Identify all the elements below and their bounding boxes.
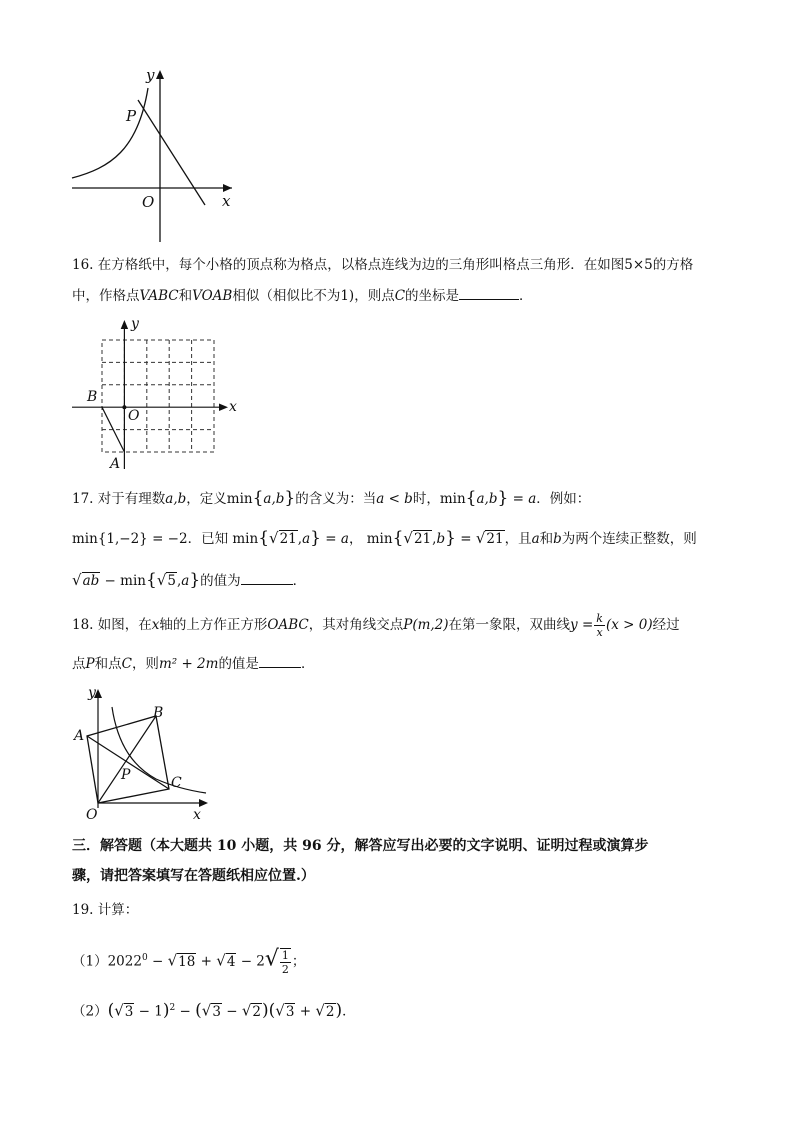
fig18-o-label: O [86,807,98,823]
q17-text-b1: ．已知 [187,531,229,547]
fig18-c-label: C [171,775,182,791]
q18-line1 [72,612,680,639]
q16-answer-blank[interactable] [459,285,519,300]
q16-text-2a: 中，作格点 [72,288,140,304]
q19-part2-label: （2） [72,1003,108,1020]
q17-text-b3: 和 [539,531,554,547]
q17-text-a1: 对于有理数 [97,491,166,507]
q17-example: min{1,−2} = −2 [72,531,188,547]
fig16-y-label: y [131,316,139,332]
q17-text-c1: 的值为 [200,573,241,589]
q17-min-equals: = a [512,491,537,507]
q16-line2 [72,285,533,306]
q18-text-a2: 轴的上方作正方形 [159,617,268,633]
q19-part1-end: ； [291,953,306,970]
q17-text-b2: ，且 [504,531,532,547]
q16-point-c: C [394,288,406,304]
q17-text-a5: ．例如： [536,491,591,507]
fig18-p-label: P [121,767,131,783]
q18-frac-x: x [596,626,603,639]
q17-min-args: a,b [263,491,285,507]
q18-text-b4: 的值是 [218,656,259,672]
q18-y-equals: y = [570,617,594,633]
q17-end: ． [292,573,307,589]
fig15-y-label: y [146,66,155,84]
q17-line2: min{1,−2} = −2．已知 min{√21,a} = a， min{√21,b} = √21，且a和b为两个连续正整数，则 [72,528,697,548]
q16-number: 16. [72,257,94,273]
q17-answer-blank[interactable] [241,570,293,585]
q18-expression: m² + 2m [158,656,219,672]
q18-text-b3: ，则 [131,656,159,672]
fig16-o-label: O [128,408,140,424]
figure-15-hyperbola-line [60,60,250,250]
q17-line1: 17. 对于有理数a,b，定义min{a,b}的含义为：当a < b时，min{a,b} = a．例如： [72,488,591,508]
q17-min-result: min [439,491,466,507]
fig15-p-label: P [126,107,137,125]
q16-text-1: 在方格纸中，每个小格的顶点称为格点，以格点连线为边的三角形叫格点三角形．在如图5×5的方格 [97,257,694,273]
figure-18-square-hyperbola [68,683,218,828]
q17-condition: a < b [376,491,413,507]
fig18-b-label: B [153,705,164,721]
q18-text-b2: 和点 [94,656,122,672]
q16-text-2d: 的坐标是 [405,288,460,304]
q17-line3: √ab − min{√5,a}的值为 ． [72,570,307,590]
q17-text-a2: ，定义 [186,491,227,507]
q16-text-2b: 和 [178,288,193,304]
q17-var-a: a [531,531,540,547]
q19-part2: $(2)(√3 - 1)^2 - (√3 - √2)(√3 + √2)$． [72,1000,356,1021]
q18-answer-blank[interactable] [259,653,301,668]
q18-condition: (x > 0) [605,617,653,633]
q19-part1: $(1)2022^0 - √18 + √4 - 2√$ $\frac{1}{2}$ ； [72,946,306,976]
figure-16-grid [68,313,248,473]
fig18-x-label: x [193,807,201,823]
q17-var-b: b [553,531,562,547]
fig18-a-label: A [74,728,85,744]
fig15-o-label: O [142,193,155,211]
q18-p: P [85,656,95,672]
q17-vars-ab: a,b [165,491,187,507]
q16-line1 [72,255,693,275]
q18-square: OABC [267,617,309,633]
section-3-line2: 骤，请把答案填写在答题纸相应位置.） [72,868,315,884]
q18-text-a3: ，其对角线交点 [308,617,404,633]
q16-end: ． [519,288,533,304]
q17-text-a4: 时， [412,491,440,507]
q19-part1-label: （1） [72,953,108,970]
q18-text-b1: 点 [72,656,86,672]
q16-triangle-oab: VOAB [192,288,233,304]
q17-min-args-2: a,b [476,491,498,507]
q18-x-axis: x [151,617,160,633]
q17-number: 17. [72,491,94,507]
q17-text-a3: 的含义为：当 [295,491,377,507]
q18-end: ． [300,656,315,672]
q18-text-a1: 如图，在 [97,617,152,633]
fig18-y-label: y [88,685,96,701]
q18-line2 [72,653,314,674]
q18-text-a4: 在第一象限，双曲线 [448,617,571,633]
q17-text-b4: 为两个连续正整数，则 [561,531,697,547]
q18-c: C [121,656,132,672]
q18-number: 18. [72,617,94,633]
fig16-a-label: A [110,456,121,472]
q18-frac-k: k [596,612,603,625]
q17-min-def: min [226,491,253,507]
section-3-line1: 三．解答题（本大题共 10 小题，共 96 分，解答应写出必要的文字说明、证明过程或演算步 [72,838,649,854]
q18-point-p: P(m,2) [403,617,449,633]
q16-text-2c: 相似（相似比不为1)，则点 [232,288,395,304]
q19-part2-end: ． [342,1003,356,1020]
fig16-x-label: x [229,399,237,415]
fig15-x-label: x [222,192,231,210]
q16-triangle-abc: VABC [139,288,179,304]
q19-title: 19. 计算： [72,902,139,918]
fig16-b-label: B [87,389,98,405]
q18-text-a5: 经过 [652,617,680,633]
